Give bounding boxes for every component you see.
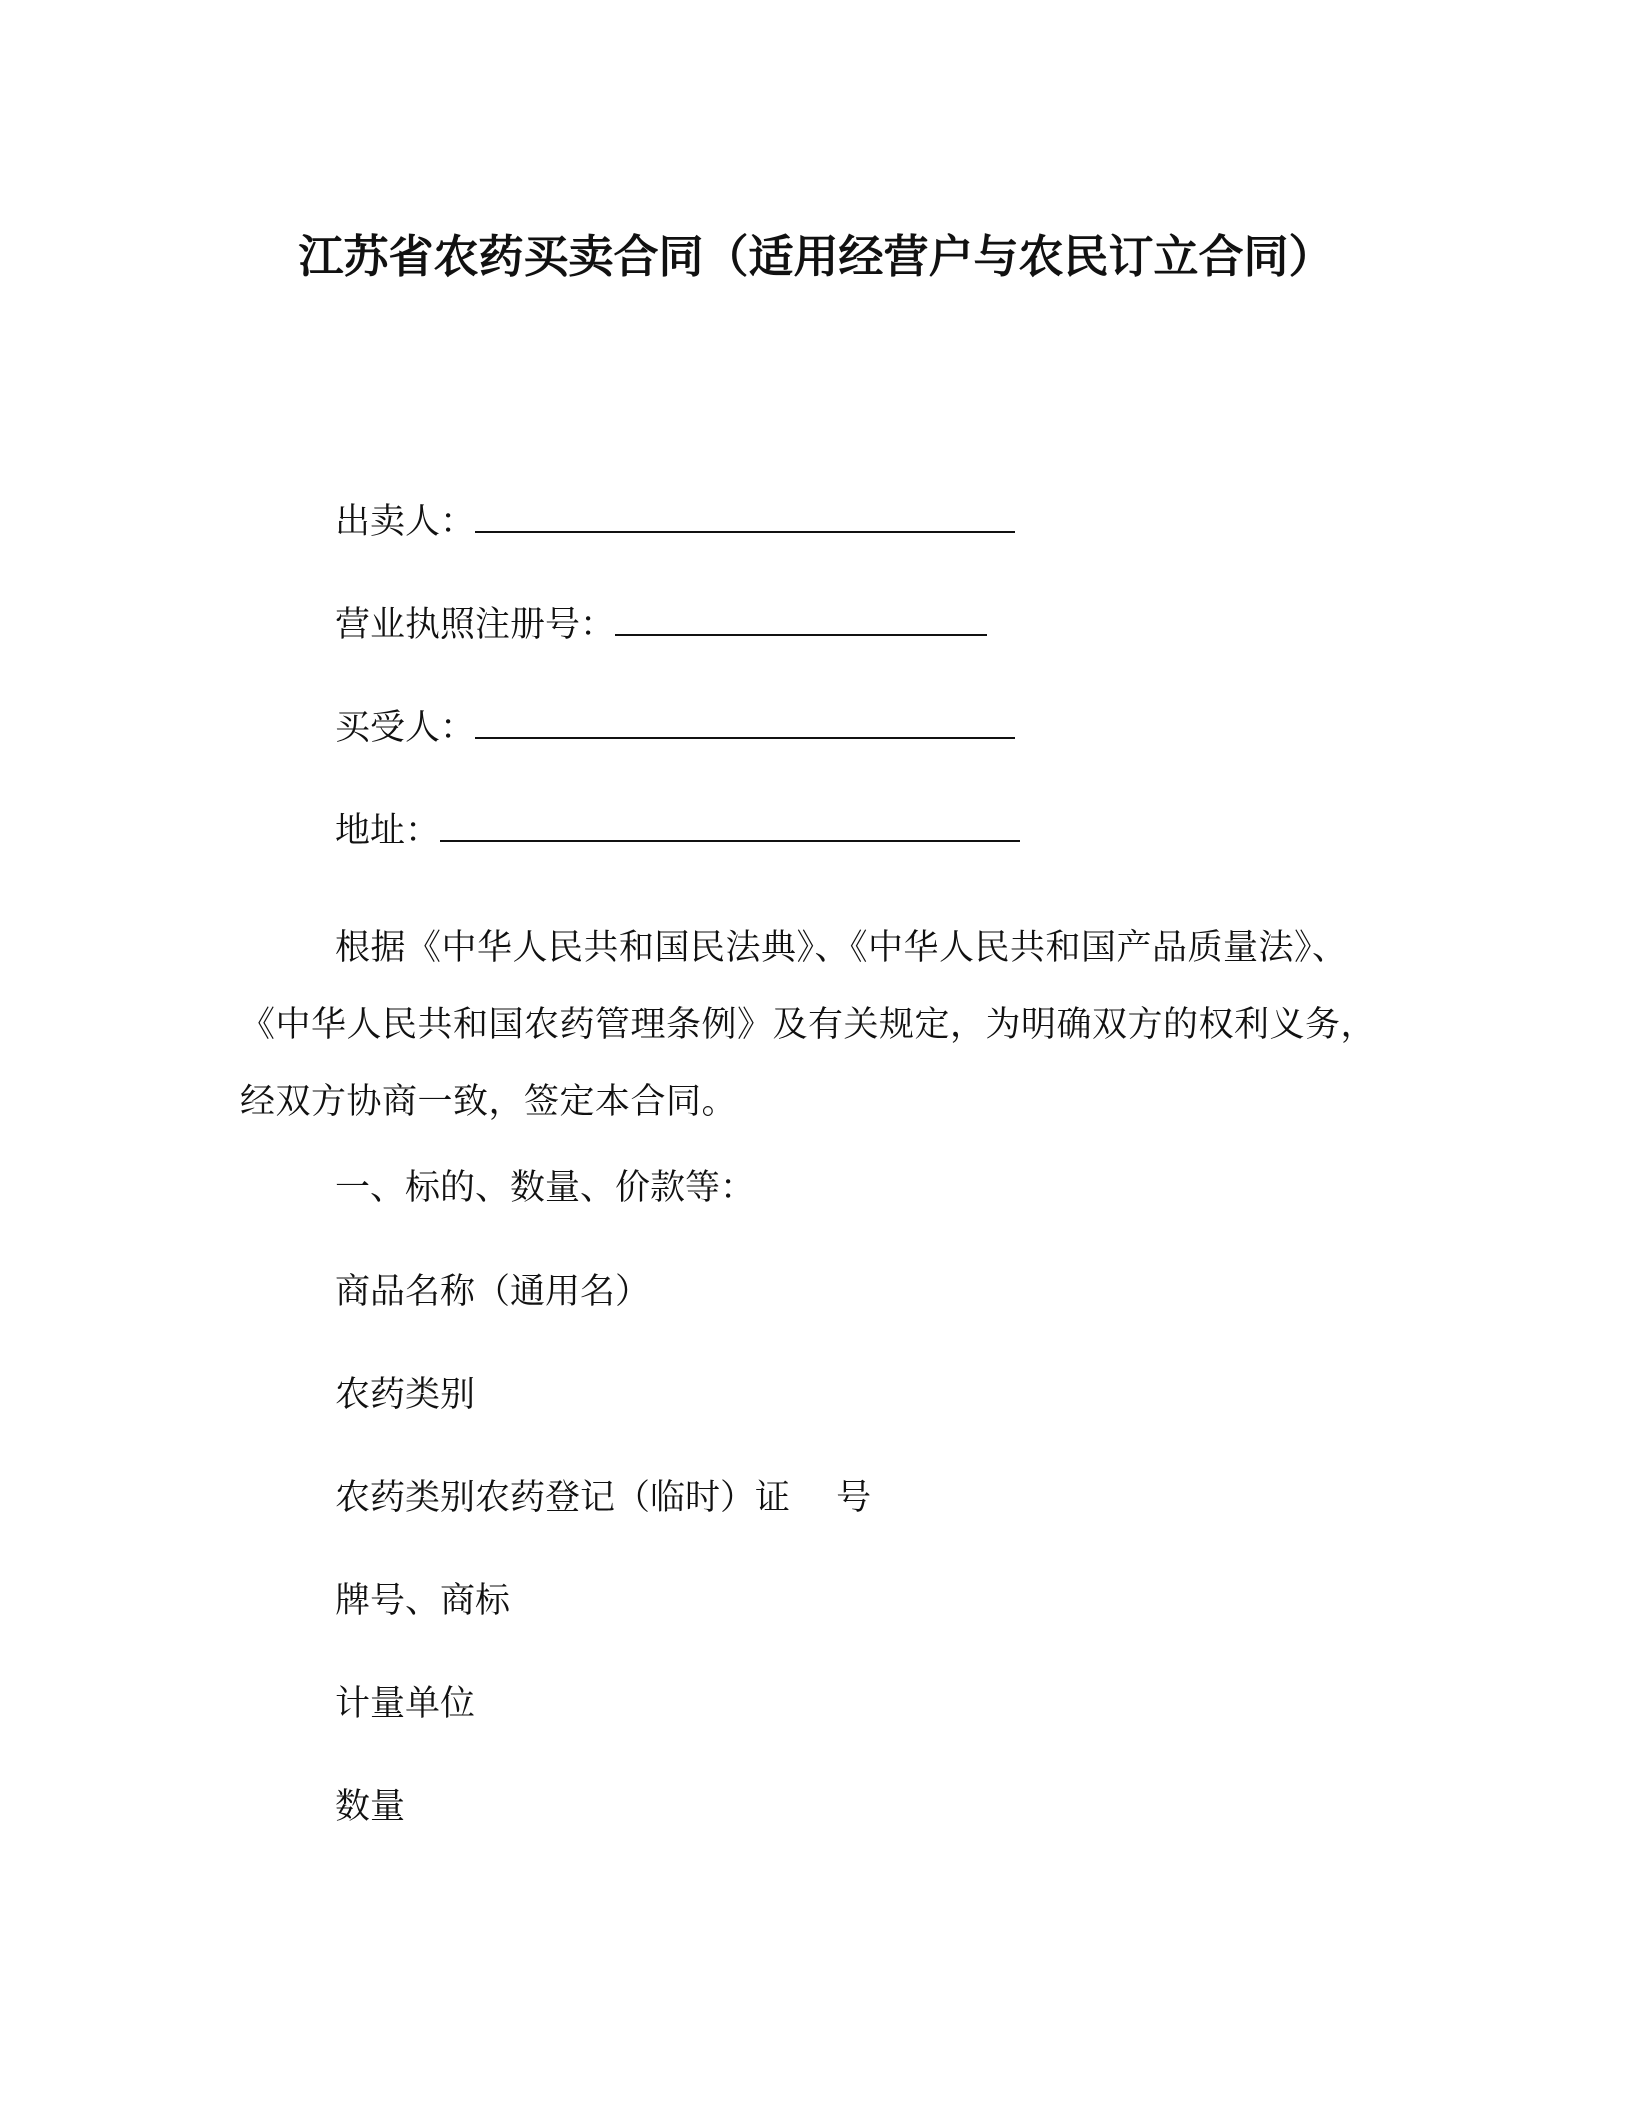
seller-blank <box>475 503 1015 533</box>
address-blank <box>440 812 1020 842</box>
item-product-name: 商品名称（通用名） <box>335 1272 651 1312</box>
item-pesticide-category: 农药类别 <box>335 1375 476 1415</box>
license-blank <box>615 606 987 636</box>
address-field <box>335 809 1020 853</box>
buyer-label: 买受人： <box>335 708 476 748</box>
document-title: 江苏省农药买卖合同（适用经营户与农民订立合同） <box>298 230 1334 283</box>
seller-label: 出卖人： <box>335 502 476 542</box>
seller-field <box>335 500 1015 544</box>
license-label: 营业执照注册号： <box>335 605 616 645</box>
item-unit: 计量单位 <box>335 1684 476 1724</box>
buyer-field <box>335 706 1015 750</box>
item-brand-trademark: 牌号、商标 <box>335 1581 511 1621</box>
license-field <box>335 603 987 647</box>
address-label: 地址： <box>335 811 441 851</box>
item-quantity: 数量 <box>335 1787 406 1827</box>
buyer-blank <box>475 709 1015 739</box>
item-registration-number: 农药类别农药登记（临时）证 号 <box>335 1478 872 1518</box>
section-heading: 一、标的、数量、价款等： <box>335 1168 756 1208</box>
intro-paragraph: 根据《中华人民共和国民法典》、《中华人民共和国产品质量法》、《中华人民共和国农药管理条例》及有关规定，为明确双方的权利义务，经双方协商一致，签定本合同。 <box>240 928 1377 1122</box>
